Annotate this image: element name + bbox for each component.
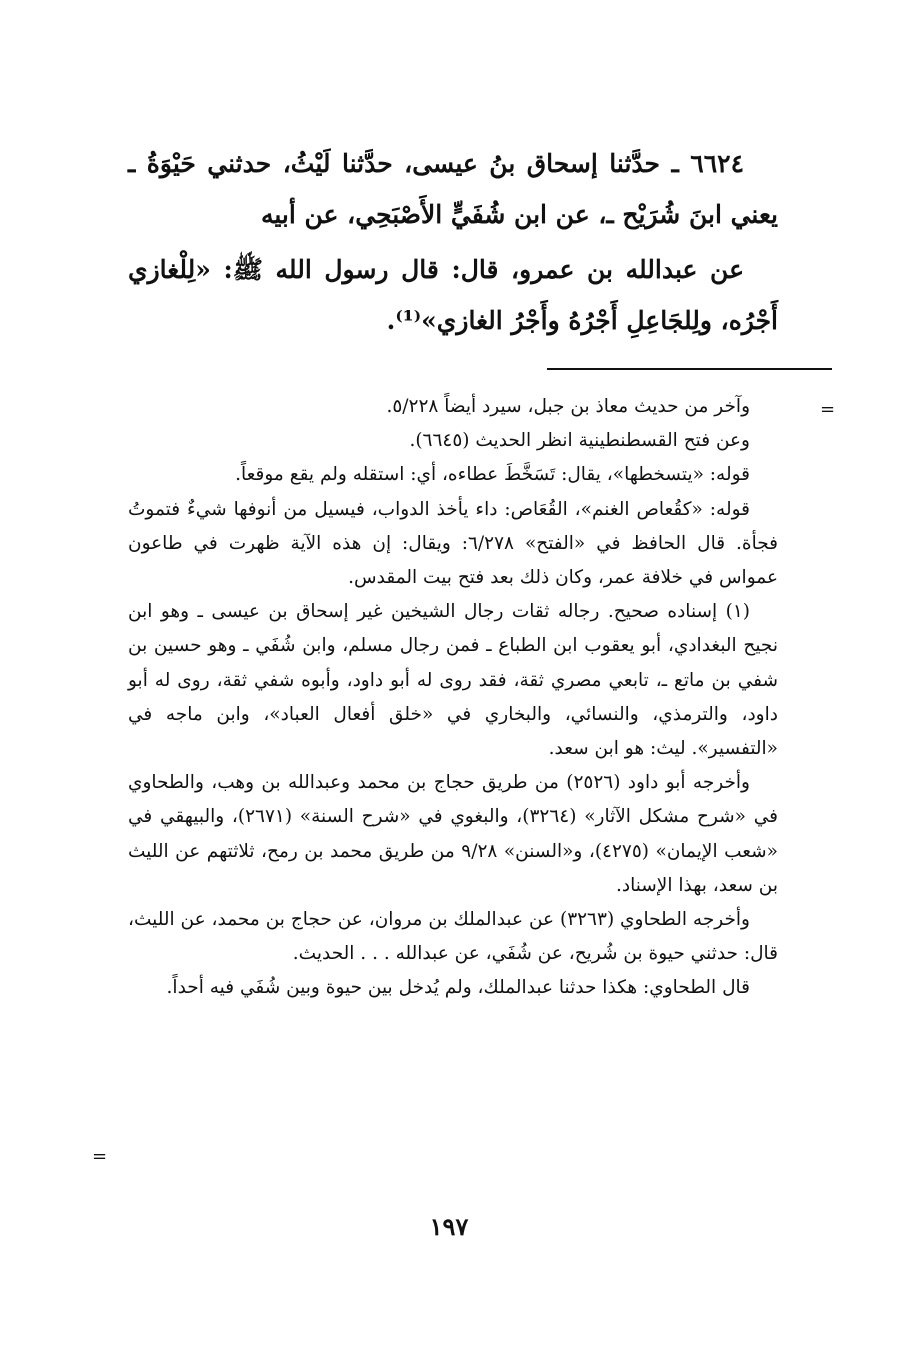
footnote-paragraph: قوله: «كقُعاص الغنم»، القُعَاص: داء يأخذ الدواب، فيسيل من أنوفها شيءٌ فتموتُ فجأة. قال الحافظ في «الفتح» ٦/٢٧٨: ويقال: إن هذه الآية ظهرت في طاعون عمواس في خلافة عمر، وكان ذلك بعد فتح بيت المقدس.	[128, 498, 778, 589]
continuation-mark-top: =	[820, 399, 836, 420]
hadith-isnad: ٦٦٢٤ ـ حدَّثنا إسحاق بنُ عيسى، حدَّثنا لَيْثُ، حدثني حَيْوَةُ ـ يعني ابنَ شُرَيْح ـ، عن ابن شُفَيٍّ الأَصْبَحِي، عن أبيه	[128, 149, 778, 229]
footnote-paragraph: وأخرجه الطحاوي (٣٢٦٣) عن عبدالملك بن مروان، عن حجاج بن محمد، عن الليث، قال: حدثني حيوة بن شُريح، عن شُفَي، عن عبدالله . . . الحديث.	[128, 909, 778, 965]
continuation-mark-bottom: =	[92, 1146, 108, 1167]
footnote-separator	[547, 368, 832, 370]
footnotes	[128, 390, 778, 1006]
page-number: ١٩٧	[429, 1212, 469, 1241]
footnote-paragraph: وعن فتح القسطنطينية انظر الحديث (٦٦٤٥).	[409, 430, 750, 452]
footnote-1: (١) إسناده صحيح. رجاله ثقات رجال الشيخين غير إسحاق بن عيسى ـ وهو ابن نجيح البغدادي، أبو يعقوب ابن الطباع ـ فمن رجال مسلم، وابن شُفَي ـ وهو حسين بن شفي بن ماتع ـ، تابعي مصري ثقة، فقد روى له أبو داود، وأبوه شفي ثقة، روى له أبو داود، والترمذي، والنسائي، والبخاري في «خلق أفعال العباد»، وابن ماجه في «التفسير». ليث: هو ابن سعد.	[128, 601, 778, 760]
hadith-text	[128, 138, 778, 346]
footnote-paragraph: قال الطحاوي: هكذا حدثنا عبدالملك، ولم يُدخل بين حيوة وبين شُفَي فيه أحداً.	[166, 977, 750, 999]
footnote-paragraph: وأخرجه أبو داود (٢٥٢٦) من طريق حجاج بن محمد وعبدالله بن وهب، والطحاوي في «شرح مشكل الآثار» (٣٢٦٤)، والبغوي في «شرح السنة» (٢٦٧١)، والبيهقي في «شعب الإيمان» (٤٢٧٥)، و«السنن» ٩/٢٨ من طريق محمد بن رمح، ثلاثتهم عن الليث بن سعد، بهذا الإسناد.	[128, 772, 779, 896]
hadith-matn: عن عبدالله بن عمرو، قال: قال رسول الله ﷺ: «لِلْغازي أَجْرُه، ولِلجَاعِلِ أَجْرُهُ وأَجْرُ الغازي»⁽¹⁾.	[128, 255, 778, 335]
footnote-paragraph: وآخر من حديث معاذ بن جبل، سيرد أيضاً ٥/٢٢٨.	[386, 396, 750, 417]
footnote-paragraph: قوله: «يتسخطها»، يقال: تَسَخَّطَ عطاءه، أي: استقله ولم يقع موقعاً.	[235, 464, 750, 486]
